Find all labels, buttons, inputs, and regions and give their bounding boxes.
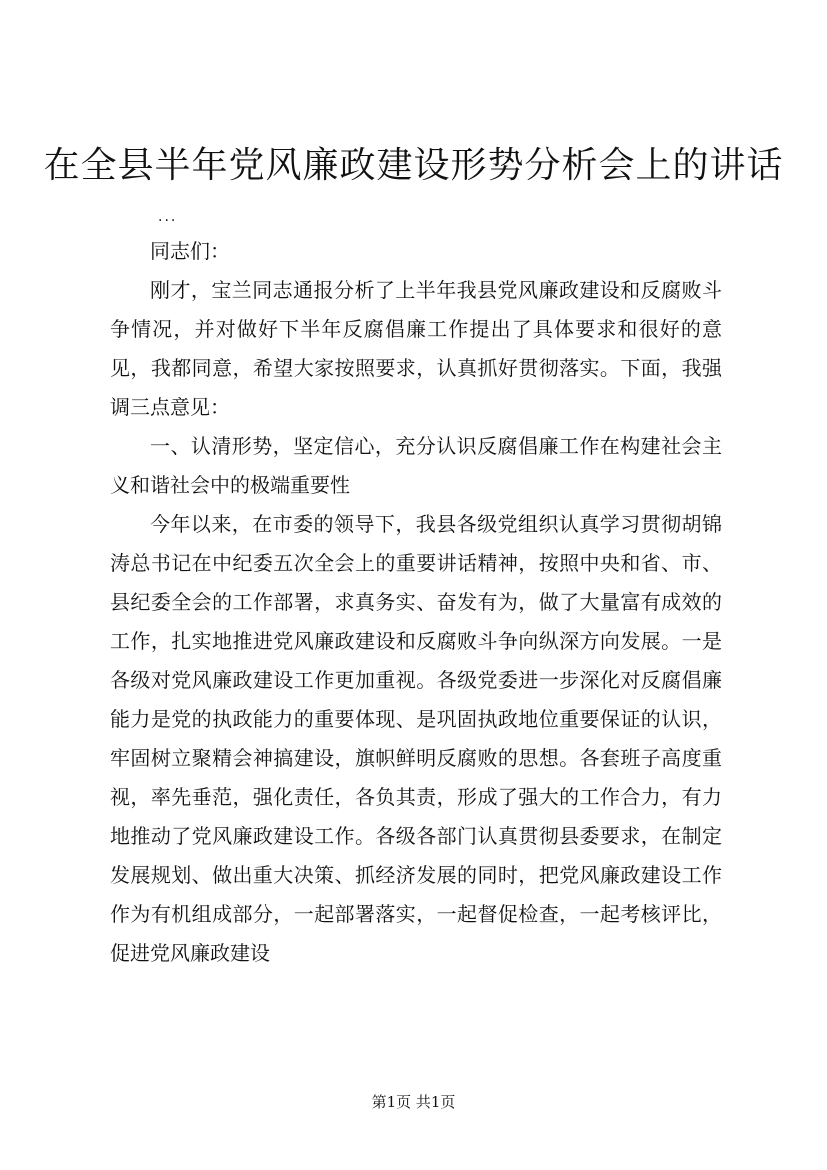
paragraph-2: 今年以来，在市委的领导下，我县各级党组织认真学习贯彻胡锦涛总书记在中纪委五次全会上的重要讲话精神，按照中央和省、市、县纪委全会的工作部署，求真务实、奋发有为，做了大量富有成效的工作，扎实地推进党风廉政建设和反腐败斗争向纵深方向发展。一是各级对党风廉政建设工作更加重视。各级党委进一步深化对反腐倡廉能力是党的执政能力的重要体现、是巩固执政地位重要保证的认识，牢固树立聚精会神搞建设，旗帜鲜明反腐败的思想。各套班子高度重视，率先垂范，强化责任，各负其责，形成了强大的工作合力，有力地推动了党风廉政建设工作。各级各部门认真贯彻县委要求，在制定发展规划、做出重大决策、抓经济发展的同时，把党风廉政建设工作作为有机组成部分，一起部署落实，一起督促检查，一起考核评比，促进党风廉政建设 [110, 512, 722, 965]
section-heading-1: 一、认清形势，坚定信心，充分认识反腐倡廉工作在构建社会主义和谐社会中的极端重要性 [110, 434, 722, 497]
page-footer: 第1页 共1页 [371, 1093, 456, 1111]
paragraph-1: 刚才，宝兰同志通报分析了上半年我县党风廉政建设和反腐败斗争情况，并对做好下半年反腐倡廉工作提出了具体要求和很好的意见，我都同意，希望大家按照要求，认真抓好贯彻落实。下面，我强调三点意见： [110, 278, 722, 419]
ellipsis-mark: ... [158, 209, 178, 225]
document-title: 在全县半年党风廉政建设形势分析会上的讲话 [43, 145, 784, 186]
document-body [110, 232, 722, 973]
greeting: 同志们： [150, 239, 230, 263]
